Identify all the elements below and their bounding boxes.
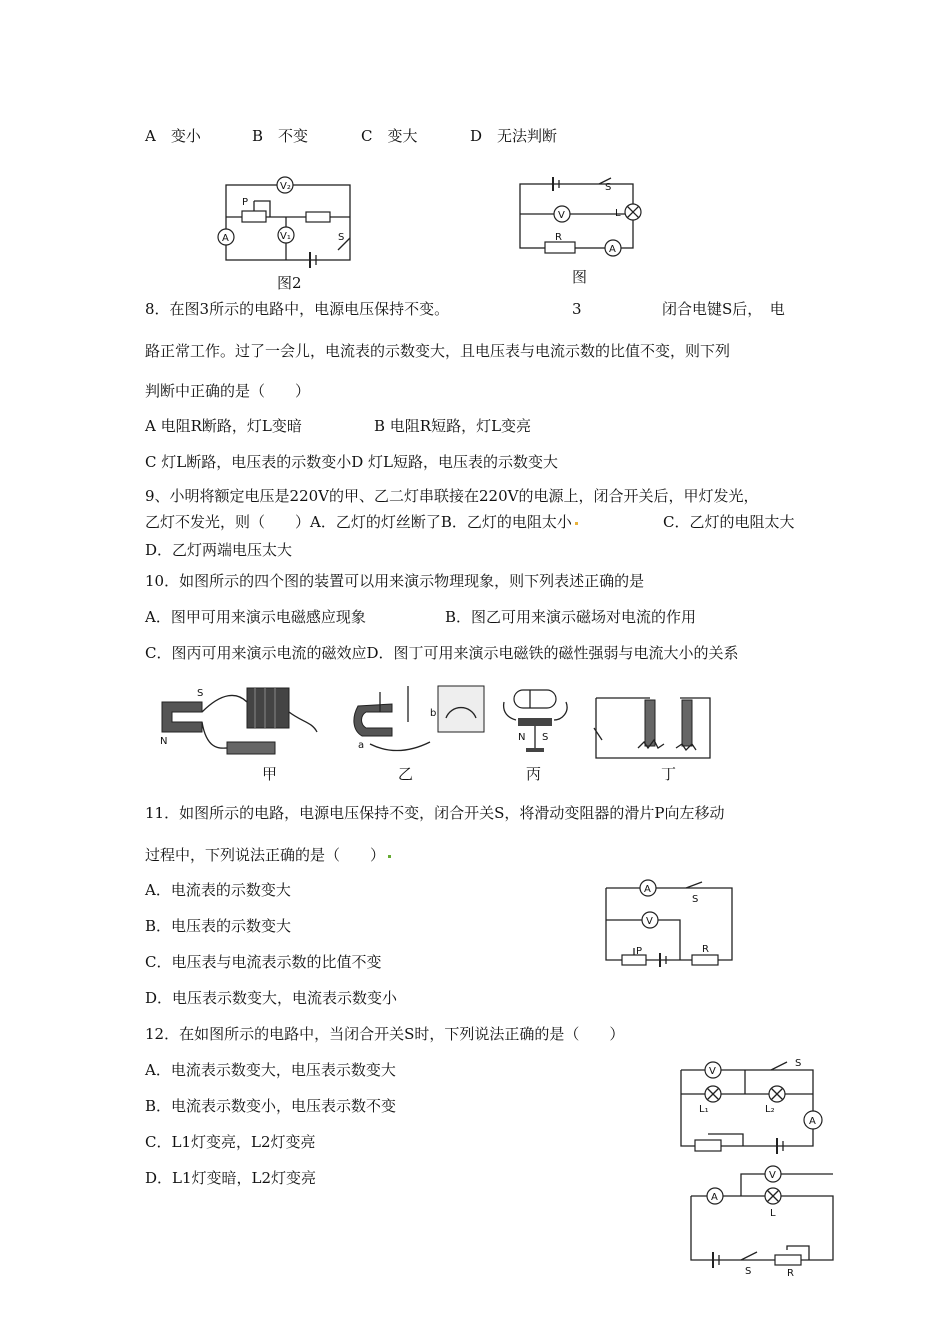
svg-text:S: S xyxy=(795,1058,802,1069)
q12-option-c: C．L1灯变亮，L2灯变亮 xyxy=(145,1133,316,1151)
svg-text:L: L xyxy=(615,208,621,219)
svg-text:A: A xyxy=(809,1116,816,1127)
q10-label-ding: 丁 xyxy=(661,765,677,783)
svg-text:S: S xyxy=(605,182,612,193)
q8-option-b: B 电阻R短路，灯L变亮 xyxy=(374,417,532,435)
q9-line-1: 9、小明将额定电压是220V的甲、乙二灯串联接在220V的电源上，闭合开关后，甲灯发光， xyxy=(145,487,759,505)
q11-line-2: 过程中，下列说法正确的是（ ） xyxy=(145,848,391,863)
q10-figure-ding xyxy=(590,688,720,768)
q11-circuit xyxy=(600,876,740,966)
q10-figure-jia xyxy=(152,682,322,762)
q10-label-jia: 甲 xyxy=(262,765,278,783)
q10-option-cd: C．图丙可用来演示电流的磁效应D．图丁可用来演示电磁铁的磁性强弱与电流大小的关系 xyxy=(145,644,739,662)
q10-figure-yi xyxy=(350,682,490,762)
svg-text:R: R xyxy=(787,1268,794,1279)
svg-text:V: V xyxy=(646,916,653,927)
figure-2-circuit xyxy=(210,175,370,275)
q10-label-yi: 乙 xyxy=(398,765,414,783)
q12-option-a: A．电流表示数变大，电压表示数变大 xyxy=(145,1061,396,1079)
q8-option-a: A 电阻R断路，灯L变暗 xyxy=(145,417,302,435)
q7-option-b: B 不变 xyxy=(252,127,309,145)
q8-line-1: 8．在图3所示的电路中，电源电压保持不变。 xyxy=(145,300,450,318)
q12-line-1: 12．在如图所示的电路中，当闭合开关S时，下列说法正确的是（ ） xyxy=(145,1025,625,1043)
svg-text:L₁: L₁ xyxy=(699,1104,709,1115)
q8-line-2: 路正常工作。过了一会儿，电流表的示数变大，且电压表与电流示数的比值不变，则下列 xyxy=(145,342,731,360)
svg-text:S: S xyxy=(197,688,204,699)
q7-option-d: D 无法判断 xyxy=(470,127,558,145)
q12-option-b: B．电流表示数变小，电压表示数不变 xyxy=(145,1097,397,1115)
svg-text:A: A xyxy=(609,244,616,255)
svg-text:b: b xyxy=(430,708,437,719)
svg-text:R: R xyxy=(555,232,562,243)
q11-option-a: A．电流表的示数变大 xyxy=(145,881,291,899)
q11-option-d: D．电压表示数变大，电流表示数变小 xyxy=(145,989,398,1007)
svg-text:S: S xyxy=(338,232,345,243)
svg-text:V: V xyxy=(769,1170,776,1181)
svg-text:N: N xyxy=(518,732,526,743)
svg-text:R: R xyxy=(702,944,709,955)
last-circuit xyxy=(683,1164,843,1279)
svg-text:N: N xyxy=(160,736,168,747)
figure-3-caption: 图 xyxy=(572,268,588,286)
q9-line-2b: C．乙灯的电阻太大 xyxy=(663,513,795,531)
q10-figure-bing xyxy=(500,682,590,762)
q12-option-d: D．L1灯变暗，L2灯变亮 xyxy=(145,1169,317,1187)
svg-text:P: P xyxy=(242,197,249,208)
svg-text:L₂: L₂ xyxy=(765,1104,775,1115)
q10-line-1: 10．如图所示的四个图的装置可以用来演示物理现象，则下列表述正确的是 xyxy=(145,572,645,590)
q11-option-b: B．电压表的示数变大 xyxy=(145,917,292,935)
svg-text:A: A xyxy=(711,1192,718,1203)
svg-text:P: P xyxy=(636,946,643,957)
svg-text:V₂: V₂ xyxy=(280,181,291,192)
svg-text:a: a xyxy=(358,740,365,751)
q8-line-3: 判断中正确的是（ ） xyxy=(145,382,311,400)
q12-circuit xyxy=(673,1058,833,1158)
svg-text:V: V xyxy=(709,1066,716,1077)
q9-line-2a: 乙灯不发光，则（ ）A．乙灯的灯丝断了B．乙灯的电阻太小 xyxy=(145,515,578,530)
q7-option-c: C 变大 xyxy=(361,127,418,145)
q8-option-cd: C 灯L断路，电压表的示数变小D 灯L短路，电压表的示数变大 xyxy=(145,453,558,471)
q11-line-1: 11．如图所示的电路，电源电压保持不变，闭合开关S，将滑动变阻器的滑片P向左移动 xyxy=(145,804,725,822)
svg-text:S: S xyxy=(542,732,549,743)
figure-3-circuit xyxy=(515,172,645,262)
q8-line-1b: 闭合电键S后， 电 xyxy=(662,300,785,318)
q7-option-a: A 变小 xyxy=(145,127,201,145)
q8-figure-number: 3 xyxy=(572,300,582,318)
svg-text:A: A xyxy=(222,233,229,244)
q9-line-3: D．乙灯两端电压太大 xyxy=(145,541,293,559)
svg-text:L: L xyxy=(770,1208,776,1219)
q10-option-b: B．图乙可用来演示磁场对电流的作用 xyxy=(445,608,697,626)
svg-text:V: V xyxy=(558,210,565,221)
svg-text:S: S xyxy=(692,894,699,905)
svg-text:A: A xyxy=(644,884,651,895)
q11-option-c: C．电压表与电流表示数的比值不变 xyxy=(145,953,382,971)
q10-option-a: A．图甲可用来演示电磁感应现象 xyxy=(145,608,366,626)
svg-text:S: S xyxy=(745,1266,752,1277)
figure-2-caption: 图2 xyxy=(277,274,302,292)
q10-label-bing: 丙 xyxy=(526,765,542,783)
svg-text:V₁: V₁ xyxy=(280,231,291,242)
